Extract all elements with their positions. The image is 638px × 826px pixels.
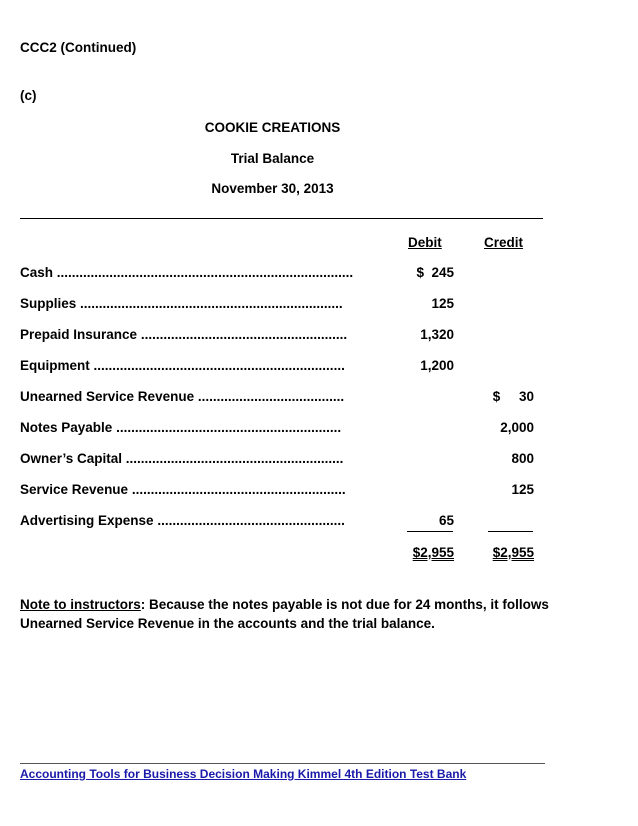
dot-leaders: ....................................................... [140,327,348,342]
statement-date: November 30, 2013 [211,181,334,196]
credit-total: $2,955 [492,545,534,560]
credit-amount: 2,000 [500,420,534,435]
statement-title: Trial Balance [230,151,315,166]
account-row-label [20,327,368,342]
dot-leaders: ............................................................................... [56,265,354,280]
dot-leaders: ...................................................................... [80,296,343,311]
dot-leaders: .................................................. [157,513,345,528]
account-name: Owner’s Capital [20,451,123,466]
account-name: Notes Payable [20,420,113,435]
debit-amount: 1,200 [420,358,454,373]
footer-link[interactable]: Accounting Tools for Business Decision Making Kimmel 4th Edition Test Bank [20,767,467,781]
account-name: Cash [20,265,54,280]
account-row-label [20,420,368,435]
account-row-label [20,451,368,466]
debit-header: Debit [408,235,442,250]
debit-amount: 125 [431,296,454,311]
note-label: Note to instructors [20,597,141,612]
account-row-label [20,389,368,404]
problem-label: CCC2 (Continued) [20,40,137,55]
debit-amount: $ 245 [416,265,454,280]
dot-leaders: ................................................................... [93,358,345,373]
note-text: : Because the notes payable is not due for 24 months, it follows Unearned Service Revenue in the accounts and the trial balance. [20,597,549,631]
account-row-label [20,513,368,528]
credit-header: Credit [484,235,524,250]
credit-amount: 125 [511,482,534,497]
account-name: Service Revenue [20,482,129,497]
account-name: Advertising Expense [20,513,154,528]
debit-amount: 65 [438,513,454,528]
instructor-note [20,595,560,633]
dot-leaders: ............................................................ [116,420,342,435]
account-name: Equipment [20,358,90,373]
dot-leaders: ......................................................... [131,482,346,497]
company-name: COOKIE CREATIONS [204,120,341,135]
account-row-label [20,265,368,280]
account-row-label [20,296,368,311]
debit-subtotal-line [407,531,453,532]
debit-total: $2,955 [412,545,454,560]
account-row-label [20,358,368,373]
account-row-label [20,482,368,497]
dot-leaders: ....................................... [197,389,345,404]
credit-subtotal-line [488,531,533,532]
part-label: (c) [20,88,37,103]
account-name: Unearned Service Revenue [20,389,195,404]
debit-amount: 1,320 [420,327,454,342]
credit-amount: $ 30 [492,389,534,404]
account-name: Prepaid Insurance [20,327,138,342]
footer-rule [20,763,545,764]
dot-leaders: .......................................................... [125,451,344,466]
account-name: Supplies [20,296,77,311]
header-rule [20,218,543,219]
credit-amount: 800 [511,451,534,466]
